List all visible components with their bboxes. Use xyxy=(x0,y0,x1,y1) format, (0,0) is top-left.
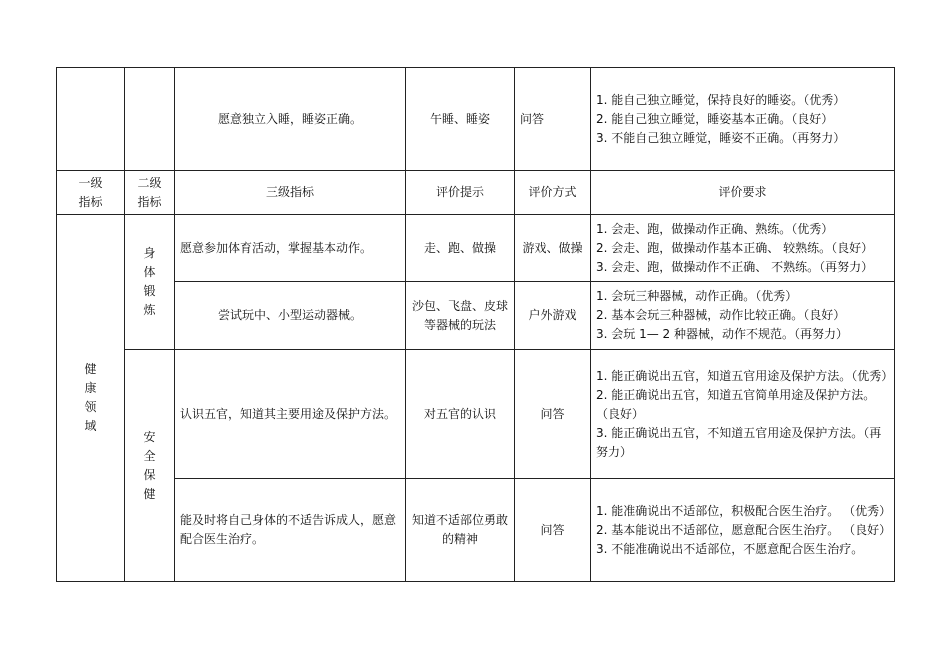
table-row xyxy=(57,479,895,582)
table-row xyxy=(57,68,895,171)
header-requirement: 评价要求 xyxy=(591,171,895,215)
header-hint: 评价提示 xyxy=(406,171,515,215)
requirement-line: 3. 会玩 1— 2 种器械，动作不规范。（再努力） xyxy=(596,327,848,341)
method-cell: 问答 xyxy=(515,68,591,171)
requirement-line: 1. 能自己独立睡觉，保持良好的睡姿。（优秀） xyxy=(596,92,846,107)
requirement-line: 3. 不能自己独立睡觉，睡姿不正确。（再努力） xyxy=(596,130,846,145)
domain-cell: 健 康 领 域 xyxy=(57,215,125,582)
header-row xyxy=(57,171,895,215)
hint-cell: 对五官的认识 xyxy=(406,350,515,479)
method-cell: 问答 xyxy=(515,350,591,479)
empty-cell xyxy=(125,68,175,171)
requirement-line: 1. 能正确说出五官，知道五官用途及保护方法。（优秀） xyxy=(596,368,894,383)
level3-cell: 愿意参加体育活动，掌握基本动作。 xyxy=(175,215,406,282)
table-row xyxy=(57,215,895,282)
requirement-line: 2. 会走、跑，做操动作基本正确、 较熟练。（良好） xyxy=(596,240,874,255)
header-level3: 三级指标 xyxy=(175,171,406,215)
requirement-line: 2. 能自己独立睡觉，睡姿基本正确。（良好） xyxy=(596,111,834,126)
method-cell: 游戏、做操 xyxy=(515,215,591,282)
requirement-cell xyxy=(591,282,895,350)
method-cell: 问答 xyxy=(515,479,591,582)
requirement-line: 3. 会走、跑，做操动作不正确、 不熟练。（再努力） xyxy=(596,259,874,274)
header-level1: 一级 指标 xyxy=(57,171,125,215)
header-level2: 二级 指标 xyxy=(125,171,175,215)
requirement-cell xyxy=(591,68,895,171)
header-method: 评价方式 xyxy=(515,171,591,215)
hint-cell: 走、跑、做操 xyxy=(406,215,515,282)
hint-cell: 沙包、飞盘、皮球等器械的玩法 xyxy=(406,282,515,350)
requirement-line: 2. 能正确说出五官，知道五官简单用途及保护方法。（良好） xyxy=(596,387,876,421)
requirement-line: 1. 会走、跑，做操动作正确、熟练。（优秀） xyxy=(596,221,834,236)
table-row xyxy=(57,282,895,350)
requirement-line: 1. 能准确说出不适部位，积极配合医生治疗。 （优秀） xyxy=(596,503,892,518)
requirement-cell xyxy=(591,215,895,282)
empty-cell xyxy=(57,68,125,171)
requirement-line: 3. 不能准确说出不适部位，不愿意配合医生治疗。 xyxy=(596,541,864,556)
level3-cell: 尝试玩中、小型运动器械。 xyxy=(175,282,406,350)
requirement-line: 2. 基本会玩三种器械，动作比较正确。（良好） xyxy=(596,308,846,322)
requirement-cell xyxy=(591,479,895,582)
group-cell-physical: 身 体 锻 炼 xyxy=(125,215,175,350)
level3-cell: 能及时将自己身体的不适告诉成人，愿意配合医生治疗。 xyxy=(175,479,406,582)
group-cell-safety: 安 全 保 健 xyxy=(125,350,175,582)
requirement-cell xyxy=(591,350,895,479)
level3-cell: 认识五官，知道其主要用途及保护方法。 xyxy=(175,350,406,479)
method-cell: 户外游戏 xyxy=(515,282,591,350)
requirement-line: 1. 会玩三种器械，动作正确。（优秀） xyxy=(596,289,798,303)
requirement-line: 2. 基本能说出不适部位，愿意配合医生治疗。 （良好） xyxy=(596,522,892,537)
evaluation-table xyxy=(56,67,895,582)
level3-cell: 愿意独立入睡，睡姿正确。 xyxy=(175,68,406,171)
requirement-line: 3. 能正确说出五官，不知道五官用途及保护方法。（再努力） xyxy=(596,425,882,459)
hint-cell: 午睡、睡姿 xyxy=(406,68,515,171)
table-row xyxy=(57,350,895,479)
hint-cell: 知道不适部位勇敢的精神 xyxy=(406,479,515,582)
